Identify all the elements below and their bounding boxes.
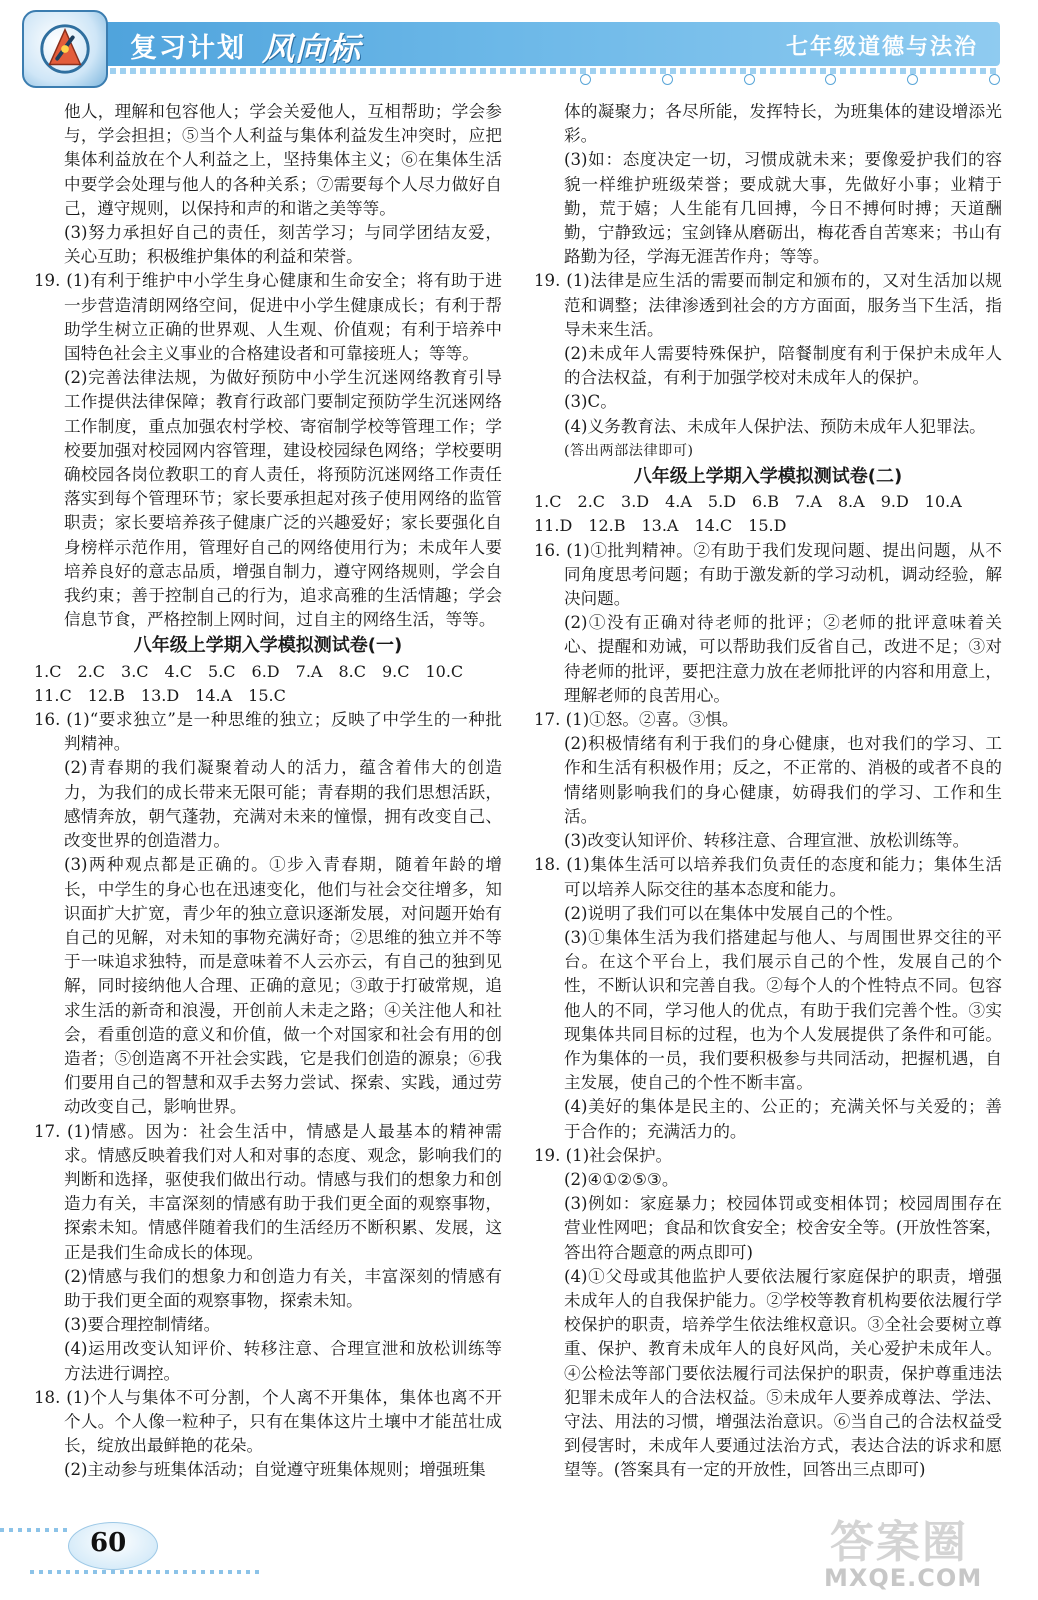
- answer-paragraph: (3)C。: [564, 392, 617, 412]
- right-column: [534, 100, 1002, 1483]
- answer-paragraph: (3)①集体生活为我们搭建起与他人、与周围世界交往的平台。在这个平台上，我们展示自己的个性，发展自己的个性，不断认识和完善自我。②每个人的个性特点不同。包容他人的不同，学习他人的优点，有助于我们完善个性。③实现集体共同目标的过程，也为个人发展提供了条件和可能。作为集体的一员，我们要积极参与共同活动，把握机遇，自主发展，使自己的个性不断丰富。: [564, 927, 1002, 1093]
- answer-key-line: 11.C 12.B 13.D 14.A 15.C: [34, 685, 286, 705]
- brand-name: 风向标: [262, 30, 362, 68]
- page-footer: [0, 1500, 1038, 1600]
- answer-paragraph: (2)说明了我们可以在集体中发展自己的个性。: [564, 903, 903, 923]
- watermark-text: 答案圈: [830, 1517, 968, 1568]
- answer-paragraph: (2)①没有正确对待老师的批评；②老师的批评意味着关心、提醒和劝诫，可以帮助我们反省自己，改进不足；③对待老师的批评，要把注意力放在老师批评的内容和用意上，理解老师的良苦用心。: [564, 613, 1002, 705]
- answer-paragraph: (3)例如：家庭暴力；校园体罚或变相体罚；校园周围存在营业性网吧；食品和饮食安全；校舍安全等。(开放性答案，答出符合题意的两点即可): [564, 1194, 1002, 1262]
- watermark-url: MXQE.COM: [824, 1564, 983, 1592]
- section-title: 八年级上学期入学模拟测试卷(一): [133, 635, 403, 657]
- page-header: [0, 0, 1038, 92]
- answer-paragraph: 17. (1)情感。因为：社会生活中，情感是人最基本的精神需求。情感反映着我们对人和对事的态度、观念，影响我们的判断和选择，驱使我们做出行动。情感与我们的想象力和创造力有关，丰富深刻的情感有助于我们更全面的观察事物，探索未知。情感伴随着我们的生活经历不断积累、发展，这正是我们生命成长的体现。: [34, 1121, 502, 1262]
- answer-paragraph: 他人，理解和包容他人；学会关爱他人，互相帮助；学会参与，学会担担；⑤当个人利益与集体利益发生冲突时，应把集体利益放在个人利益之上，坚持集体主义；⑥在集体生活中要学会处理与他人的各种关系；⑦需要每个人尽力做好自己，遵守规则，以保持和声的和谐之美等等。: [64, 102, 502, 218]
- answer-paragraph: (2)积极情绪有利于我们的身心健康，也对我们的学习、工作和生活有积极作用；反之，不正常的、消极的或者不良的情绪则影响我们的身心健康，妨碍我们的学习、工作和生活。: [564, 734, 1002, 826]
- answer-paragraph: 19. (1)有利于维护中小学生身心健康和生命安全；将有助于进一步营造清朗网络空间，促进中小学生健康成长；有利于帮助学生树立正确的世界观、人生观、价值观；有利于培养中国特色社会主义事业的合格建设者和可靠接班人；等等。: [34, 271, 502, 364]
- watermark-logo: [810, 1506, 1010, 1596]
- header-dots: [580, 74, 1000, 84]
- answer-paragraph: (2)情感与我们的想象力和创造力有关，丰富深刻的情感有助于我们更全面的观察事物，探索未知。: [64, 1266, 502, 1310]
- left-column: [34, 100, 502, 1483]
- answer-paragraph: 16. (1)“要求独立”是一种思维的独立；反映了中学生的一种批判精神。: [34, 710, 502, 754]
- answer-key-line: 11.D 12.B 13.A 14.C 15.D: [534, 516, 787, 536]
- answer-paragraph: (3)改变认知评价、转移注意、合理宣泄、放松训练等。: [564, 831, 970, 851]
- answer-paragraph: (2)完善法律法规，为做好预防中小学生沉迷网络教育引导工作提供法律保障；教育行政部门要制定预防学生沉迷网络工作制度，重点加强农村学校、寄宿制学校等管理工作；学校要加强对校园网内容管理，建设校园绿色网络；学校要明确校园各岗位教职工的育人责任，将预防沉迷网络工作责任落实到每个管理环节；家长要承担起对孩子使用网络的监管职责；家长要培养孩子健康广泛的兴趣爱好；家长要强化自身榜样示范作用，管理好自己的网络使用行为；未成年人要培养良好的意志品质，增强自制力，遵守网络规则，学会自我约束；善于控制自己的行为，追求高雅的生活情趣；学会信息节食，严格控制上网时间，过自主的网络生活，等等。: [64, 368, 502, 630]
- answer-paragraph: 17. (1)①怒。②喜。③惧。: [534, 710, 739, 730]
- answer-paragraph: (2)④①②⑤③。: [564, 1169, 679, 1189]
- answer-paragraph: (3)如：态度决定一切，习惯成就未来；要像爱护我们的容貌一样维护班级荣誉；要成就大事，先做好小事；业精于勤，荒于嬉；人生能有几回搏，今日不搏何时搏；天道酬勤，宁静致远；宝剑锋从磨砺出，梅花香自苦寒来；书山有路勤为径，学海无涯苦作舟；等等。: [564, 150, 1002, 267]
- footer-dots: [30, 1570, 260, 1574]
- answer-paragraph: 19. (1)社会保护。: [534, 1145, 673, 1165]
- answer-paragraph: (4)运用改变认知评价、转移注意、合理宣泄和放松训练等方法进行调控。: [64, 1339, 502, 1383]
- answer-paragraph: 16. (1)①批判精神。②有助于我们发现问题、提出问题，从不同角度思考问题；有助于激发新的学习动机，调动经验，解决问题。: [534, 540, 1002, 609]
- answer-paragraph: (4)义务教育法、未成年人保护法、预防未成年人犯罪法。: [564, 416, 986, 436]
- answer-key-line: 1.C 2.C 3.D 4.A 5.D 6.B 7.A 8.A 9.D 10.A: [534, 492, 962, 512]
- answer-paragraph: (4)美好的集体是民主的、公正的；充满关怀与关爱的；善于合作的；充满活力的。: [564, 1097, 1002, 1141]
- answer-paragraph: 体的凝聚力；各尽所能，发挥特长，为班集体的建设增添光彩。: [564, 102, 1002, 146]
- answer-paragraph: (答出两部法律即可): [564, 442, 694, 459]
- answer-paragraph: 18. (1)个人与集体不可分割，个人离不开集体，集体也离不开个人。个人像一粒种子，只有在集体这片土壤中才能茁壮成长，绽放出最鲜艳的花朵。: [34, 1387, 502, 1456]
- answer-paragraph: (2)未成年人需要特殊保护，陪餐制度有利于保护未成年人的合法权益，有利于加强学校对未成年人的保护。: [564, 344, 1002, 388]
- answer-paragraph: (4)①父母或其他监护人要依法履行家庭保护的职责，增强未成年人的自我保护能力。②学校等教育机构要依法履行学校保护的职责，培养学生依法维权意识。③全社会要树立尊重、保护、教育未成年人的良好风尚，关心爱护未成年人。④公检法等部门要依法履行司法保护的职责，保护尊重违法犯罪未成年人的合法权益。⑤未成年人要养成尊法、学法、守法、用法的习惯，增强法治意识。⑥当自己的合法权益受到侵害时，未成年人要通过法治方式，表达合法的诉求和愿望等。(答案具有一定的开放性，回答出三点即可): [564, 1266, 1002, 1480]
- page-number: 60: [90, 1528, 127, 1558]
- section-title: 八年级上学期入学模拟测试卷(二): [633, 466, 903, 488]
- answer-paragraph: (3)要合理控制情绪。: [64, 1315, 221, 1335]
- answer-paragraph: (3)努力承担好自己的责任，刻苦学习；与同学团结友爱，关心互助；积极维护集体的利益和荣誉。: [64, 223, 502, 267]
- answer-paragraph: 18. (1)集体生活可以培养我们负责任的态度和能力；集体生活可以培养人际交往的基本态度和能力。: [534, 855, 1002, 899]
- answer-paragraph: (3)两种观点都是正确的。①步入青春期，随着年龄的增长，中学生的身心也在迅速变化，他们与社会交往增多，知识面扩大扩宽，青少年的独立意识逐渐发展，对问题开始有自己的见解，对未知的事物充满好奇；②思维的独立并不等于一味追求独特，而是意味着不人云亦云，有自己的独到见解，同时接纳他人合理、正确的意见；③敢于打破常规，追求生活的新奇和浪漫，开创前人未走之路；④关注他人和社会，看重创造的意义和价值，做一个对国家和社会有用的创造者；⑤创造离不开社会实践，它是我们创造的源泉；⑥我们要用自己的智慧和双手去努力尝试、探索、实践，通过劳动改变自己，影响世界。: [64, 855, 502, 1117]
- footer-dots-top: [0, 1528, 70, 1532]
- answer-paragraph: (2)主动参与班集体活动；自觉遵守班集体规则；增强班集: [64, 1460, 486, 1480]
- compass-pen-icon: [36, 20, 94, 78]
- logo-badge: [22, 10, 108, 88]
- answer-paragraph: (2)青春期的我们凝聚着动人的活力，蕴含着伟大的创造力，为我们的成长带来无限可能；青春期的我们思想活跃，感情奔放，朝气蓬勃，充满对未来的憧憬，拥有改变自己、改变世界的创造潜力。: [64, 758, 502, 851]
- series-name: 复习计划: [130, 33, 246, 64]
- subject-title: 七年级道德与法治: [785, 35, 978, 60]
- answer-paragraph: 19. (1)法律是应生活的需要而制定和颁布的，又对生活加以规范和调整；法律渗透到社会的方方面面，服务当下生活，指导未来生活。: [534, 271, 1002, 339]
- answer-key-line: 1.C 2.C 3.C 4.C 5.C 6.D 7.A 8.C 9.C 10.C: [34, 661, 464, 681]
